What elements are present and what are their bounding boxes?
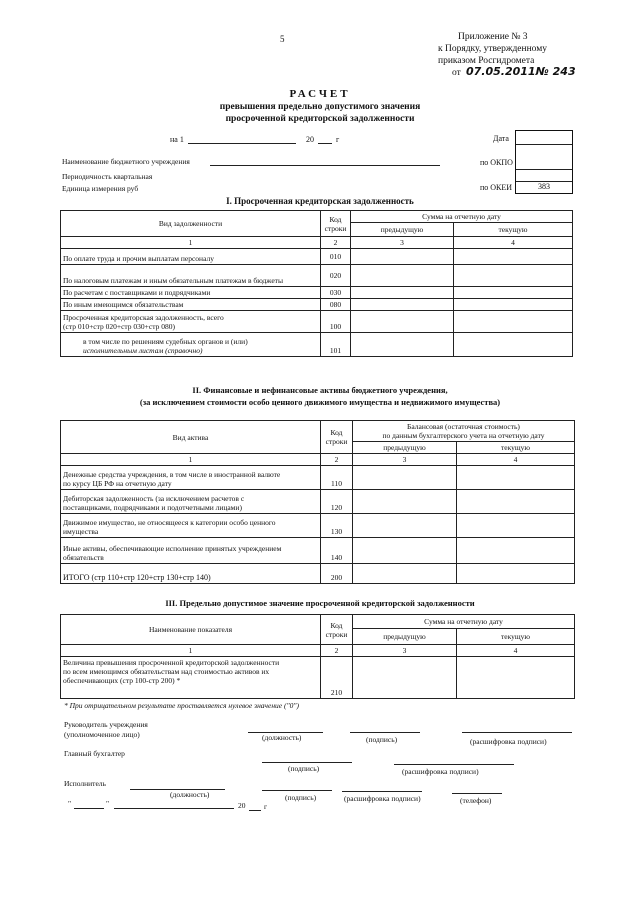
s1-col-code: Код строки — [321, 211, 351, 237]
phone-caption: (телефон) — [460, 796, 492, 805]
s3-col-sum: Сумма на отчетную дату — [353, 615, 575, 629]
executor-signature-line[interactable] — [262, 790, 332, 791]
table-row — [61, 311, 573, 333]
date-suffix: г — [336, 135, 340, 144]
value-cell[interactable] — [351, 249, 454, 265]
row-code: 080 — [321, 299, 351, 311]
sign-month-line[interactable] — [114, 808, 234, 809]
page-number: 5 — [280, 34, 285, 44]
row-code: 030 — [321, 287, 351, 299]
decoding-caption: (расшифровка подписи) — [470, 737, 547, 746]
decoding-caption-2: (расшифровка подписи) — [402, 767, 479, 776]
value-cell[interactable] — [454, 287, 573, 299]
table-row — [61, 564, 575, 584]
signature-caption-2: (подпись) — [288, 764, 320, 773]
table-row — [61, 490, 575, 514]
s2-col-curr: текущую — [457, 442, 575, 454]
handwritten-date: 07.05.2011№ 243 — [466, 65, 576, 78]
s2-col-sum: Балансовая (остаточная стоимость) по данным бухгалтерского учета на отчетную дату — [353, 421, 575, 442]
section1-title: I. Просроченная кредиторская задолженность — [226, 196, 414, 206]
row-name: По налоговым платежам и иным обязательным платежам в бюджеты — [61, 265, 321, 287]
institution-label: Наименование бюджетного учреждения — [62, 157, 190, 166]
row-name: в том числе по решениям судебных органов и (или) исполнительным листам (справочно) — [61, 333, 321, 357]
sign-date-g: г — [264, 802, 268, 811]
s3-col-prev: предыдущую — [353, 629, 457, 645]
executor-phone-line[interactable] — [452, 793, 502, 794]
date-year: 20 — [306, 135, 314, 144]
row-code: 020 — [321, 265, 351, 287]
row-code: 130 — [321, 514, 353, 538]
table-row — [61, 466, 575, 490]
appendix-line1: Приложение № 3 — [458, 32, 528, 42]
section2-title-2: (за исключением стоимости особо ценного движимого имущества и недвижимого имущества) — [139, 397, 501, 407]
head-signature-line[interactable] — [350, 732, 420, 733]
appendix-line4-prefix: от — [452, 68, 461, 78]
s2-num: 2 — [321, 454, 353, 466]
s2-col-name: Вид актива — [61, 421, 321, 454]
row-code: 110 — [321, 466, 353, 490]
row-code: 200 — [321, 564, 353, 584]
s1-col-curr: текущую — [454, 223, 573, 237]
s3-num: 1 — [61, 645, 321, 657]
value-cell[interactable] — [351, 287, 454, 299]
s3-col-curr: текущую — [457, 629, 575, 645]
value-cell[interactable] — [457, 490, 575, 514]
okei-value: 383 — [538, 182, 550, 191]
okpo-label: по ОКПО — [480, 158, 513, 167]
table-row — [61, 514, 575, 538]
institution-underline[interactable] — [210, 165, 440, 166]
s1-num: 2 — [321, 237, 351, 249]
s3-num: 2 — [321, 645, 353, 657]
row-name: Дебиторская задолженность (за исключением расчетов с поставщиками, подрядчиками и подотчетными лицами) — [61, 490, 321, 514]
value-cell[interactable] — [454, 299, 573, 311]
sign-year-line[interactable] — [249, 810, 261, 811]
value-cell[interactable] — [353, 490, 457, 514]
appendix-line3: приказом Росгидромета — [438, 56, 535, 66]
year-underline[interactable] — [318, 143, 332, 144]
s1-num: 1 — [61, 237, 321, 249]
date-underline[interactable] — [188, 143, 296, 144]
row-code: 010 — [321, 249, 351, 265]
row-name: Просроченная кредиторская задолженность, всего (стр 010+стр 020+стр 030+стр 080) — [61, 311, 321, 333]
table-row — [61, 287, 573, 299]
s1-num: 3 — [351, 237, 454, 249]
table-row — [61, 249, 573, 265]
value-cell[interactable] — [351, 265, 454, 287]
value-cell[interactable] — [457, 514, 575, 538]
appendix-block — [458, 31, 528, 43]
value-cell[interactable] — [457, 538, 575, 564]
value-cell[interactable] — [454, 333, 573, 357]
head-label-1: Руководитель учреждения — [64, 720, 148, 729]
sign-date-year: 20 — [238, 801, 246, 810]
signature-caption: (подпись) — [366, 735, 398, 744]
row-name: Величина превышения просроченной кредиторской задолженности по всем имеющимся обязательствам над стоимостью активов их обеспечивающих (стр 100-стр 200) * — [61, 657, 321, 699]
codes-box — [515, 130, 573, 194]
row-name: Движимое имущество, не относящееся к категории особо ценного имущества — [61, 514, 321, 538]
s3-num: 3 — [353, 645, 457, 657]
s2-col-code: Код строки — [321, 421, 353, 454]
document-subtitle-1: превышения предельно допустимого значения — [219, 102, 421, 112]
head-decoding-line[interactable] — [462, 732, 572, 733]
section1-table — [60, 210, 573, 357]
row-name: По расчетам с поставщиками и подрядчиками — [61, 287, 321, 299]
s2-num: 3 — [353, 454, 457, 466]
section3-title: III. Предельно допустимое значение просроченной кредиторской задолженности — [165, 598, 475, 608]
executor-label: Исполнитель — [64, 779, 106, 788]
value-cell[interactable] — [457, 657, 575, 699]
table-row — [61, 657, 575, 699]
s3-num: 4 — [457, 645, 575, 657]
s3-col-code: Код строки — [321, 615, 353, 645]
decoding-caption-3: (расшифровка подписи) — [344, 794, 421, 803]
s3-col-name: Наименование показателя — [61, 615, 321, 645]
table-row — [61, 299, 573, 311]
section2-table — [60, 420, 575, 584]
row-code: 100 — [321, 311, 351, 333]
unit-label: Единица измерения руб — [62, 184, 139, 193]
chief-decoding-line[interactable] — [394, 764, 514, 765]
periodicity-label: Периодичность квартальная — [62, 172, 153, 181]
section2-title-1: II. Финансовые и нефинансовые активы бюджетного учреждения, — [192, 385, 448, 395]
okei-label: по ОКЕИ — [480, 183, 513, 192]
value-cell[interactable] — [454, 249, 573, 265]
section3-table — [60, 614, 575, 699]
value-cell[interactable] — [353, 466, 457, 490]
s2-num: 4 — [457, 454, 575, 466]
value-cell[interactable] — [353, 564, 457, 584]
executor-decoding-line[interactable] — [342, 791, 422, 792]
table-row — [61, 538, 575, 564]
s1-num: 4 — [454, 237, 573, 249]
date-quote-open: " — [68, 799, 72, 808]
date-prefix: на 1 — [170, 135, 184, 144]
value-cell[interactable] — [351, 299, 454, 311]
position-caption-3: (должность) — [170, 790, 210, 799]
chief-accountant-label: Главный бухгалтер — [64, 749, 125, 758]
s2-col-prev: предыдущую — [353, 442, 457, 454]
head-label-2: (уполномоченное лицо) — [64, 730, 140, 739]
signature-caption-3: (подпись) — [285, 793, 317, 802]
row-code: 140 — [321, 538, 353, 564]
sign-day-line[interactable] — [74, 808, 104, 809]
document-subtitle-2: просроченной кредиторской задолженности — [225, 114, 415, 124]
row-name: По оплате труда и прочим выплатам персоналу — [61, 249, 321, 265]
date-quote-close: " — [106, 799, 110, 808]
document-title: РАСЧЕТ — [289, 88, 351, 100]
value-cell[interactable] — [457, 466, 575, 490]
row-name: Иные активы, обеспечивающие исполнение принятых учреждением обязательств — [61, 538, 321, 564]
row-name: ИТОГО (стр 110+стр 120+стр 130+стр 140) — [61, 564, 321, 584]
appendix-line2: к Порядку, утвержденному — [438, 44, 547, 54]
row-code: 120 — [321, 490, 353, 514]
value-cell[interactable] — [353, 538, 457, 564]
position-caption: (должность) — [262, 733, 302, 742]
value-cell[interactable] — [353, 514, 457, 538]
table-row — [61, 333, 573, 357]
footnote: * При отрицательном результате проставляется нулевое значение ("0") — [64, 701, 300, 710]
table-row — [61, 265, 573, 287]
s1-col-prev: предыдущую — [351, 223, 454, 237]
value-cell[interactable] — [454, 265, 573, 287]
row-code: 101 — [321, 333, 351, 357]
date-code-label: Дата — [493, 134, 509, 143]
row-name: Денежные средства учреждения, в том числе в иностранной валюте по курсу ЦБ РФ на отчетную дату — [61, 466, 321, 490]
value-cell[interactable] — [351, 333, 454, 357]
value-cell[interactable] — [457, 564, 575, 584]
row-code: 210 — [321, 657, 353, 699]
row-name: По иным имеющимся обязательствам — [61, 299, 321, 311]
s1-col-name: Вид задолженности — [61, 211, 321, 237]
value-cell[interactable] — [353, 657, 457, 699]
s1-col-sum: Сумма на отчетную дату — [351, 211, 573, 223]
chief-signature-line[interactable] — [262, 762, 352, 763]
value-cell[interactable] — [454, 311, 573, 333]
s2-num: 1 — [61, 454, 321, 466]
value-cell[interactable] — [351, 311, 454, 333]
